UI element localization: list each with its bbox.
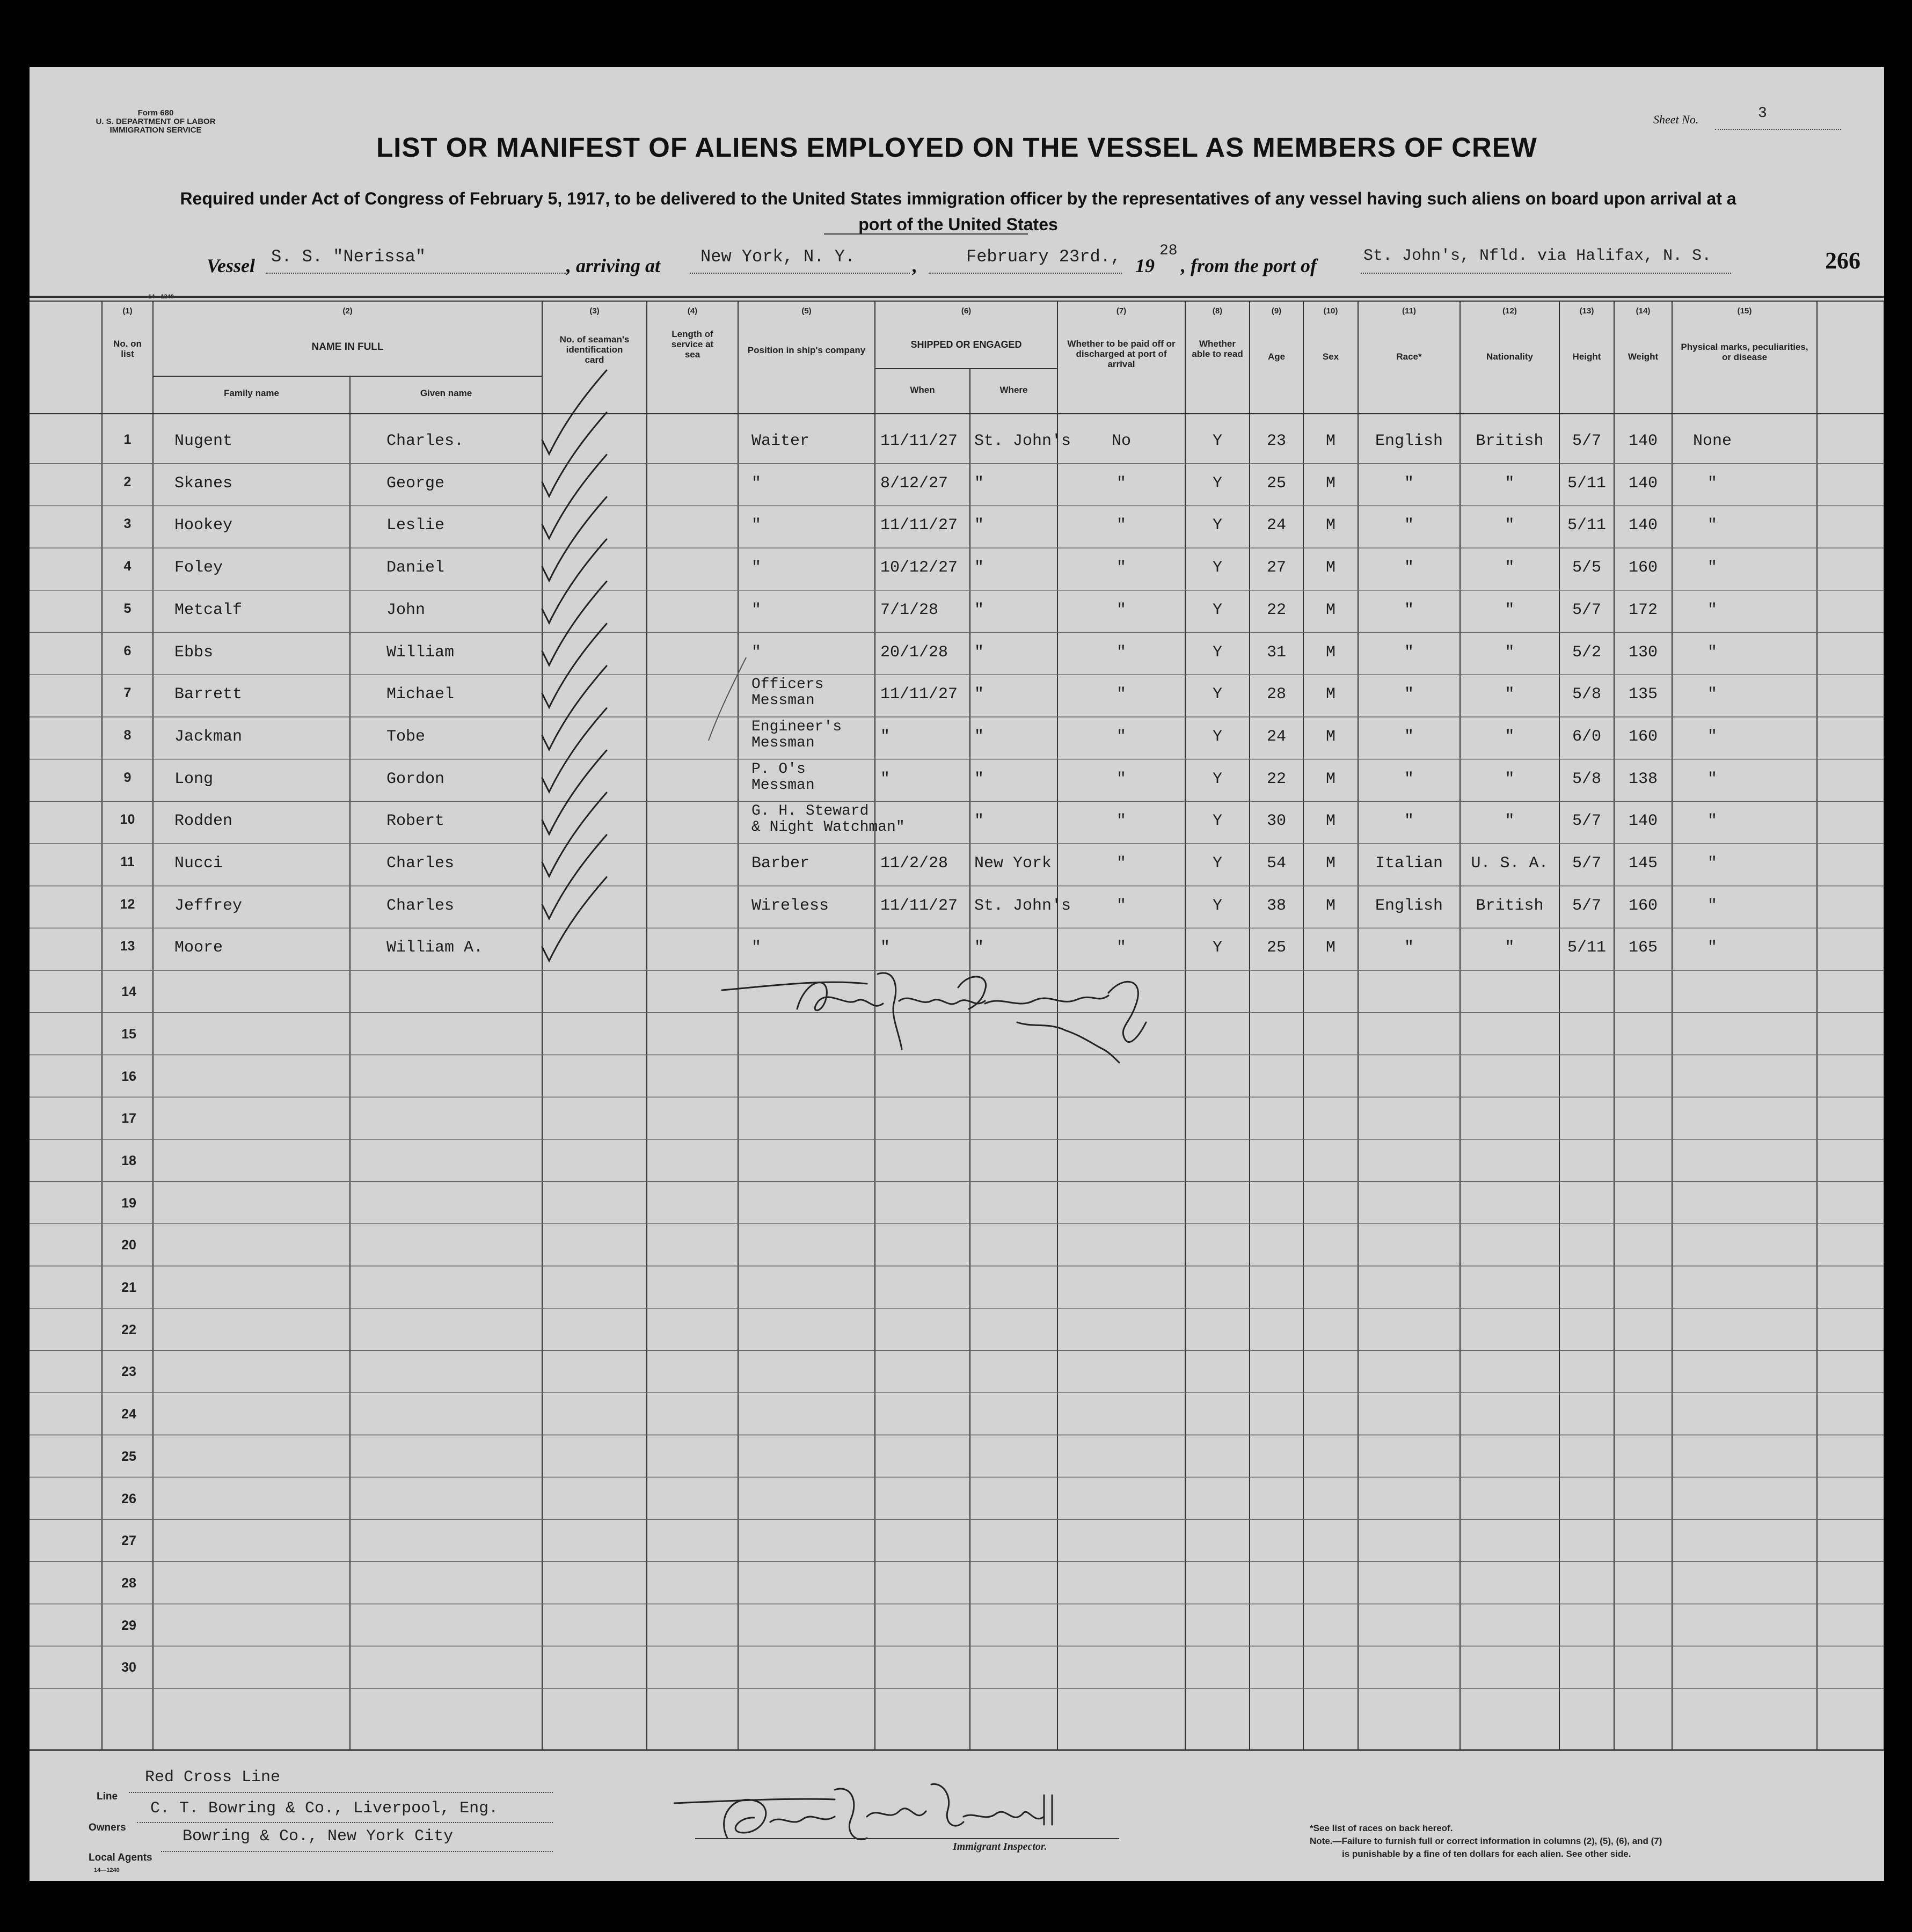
race: "	[1404, 770, 1414, 788]
sheet-label: Sheet No.	[1653, 113, 1699, 126]
physical-marks: "	[1707, 643, 1717, 662]
race: Italian	[1375, 854, 1443, 873]
col-header-where: Where	[999, 385, 1028, 395]
footer-printer-code: 14—1240	[94, 1867, 120, 1874]
given-name: William A.	[386, 939, 484, 957]
family-name: Foley	[174, 559, 223, 577]
height: 5/7	[1572, 812, 1601, 831]
sex: M	[1325, 854, 1336, 873]
shipped-when: 11/2/28	[880, 854, 948, 873]
row-number: 24	[121, 1407, 136, 1422]
col-no-15: (15)	[1737, 306, 1752, 316]
age: 24	[1266, 516, 1286, 535]
weight: 135	[1628, 685, 1658, 704]
row-number: 6	[123, 643, 132, 658]
physical-marks: "	[1707, 516, 1717, 535]
col-header-name-in-full: NAME IN FULL	[311, 341, 384, 353]
family-name: Long	[174, 770, 214, 788]
physical-marks: "	[1707, 854, 1717, 873]
shipped-where: St. John's	[974, 896, 1071, 915]
nationality: U. S. A.	[1471, 854, 1549, 873]
shipped-where: "	[974, 727, 984, 746]
shipped-where: New York	[974, 854, 1052, 873]
given-name: Tobe	[386, 727, 426, 746]
footnote-note: Note.—Failure to furnish full or correct information in columns (2), (5), (6), and (7)	[1310, 1836, 1662, 1846]
weight: 160	[1628, 559, 1658, 577]
sex: M	[1325, 685, 1336, 704]
shipped-when: "	[880, 939, 891, 957]
agents-label: Local Agents	[89, 1852, 152, 1863]
physical-marks: "	[1707, 939, 1717, 957]
able-to-read: Y	[1212, 812, 1222, 831]
row-number: 18	[121, 1153, 136, 1168]
agents-underline	[161, 1851, 553, 1852]
col-no-1: (1)	[122, 306, 133, 316]
col-no-8: (8)	[1212, 306, 1223, 316]
given-name: John	[386, 601, 426, 619]
race: "	[1404, 812, 1414, 831]
family-name: Rodden	[174, 812, 233, 831]
sex: M	[1325, 474, 1336, 493]
able-to-read: Y	[1212, 559, 1222, 577]
line-label: Line	[97, 1791, 118, 1802]
position: Engineer's Messman	[751, 718, 842, 751]
able-to-read: Y	[1212, 939, 1222, 957]
height: 5/8	[1572, 770, 1601, 788]
sex: M	[1325, 643, 1336, 662]
weight: 172	[1628, 601, 1658, 619]
paid-off: "	[1116, 601, 1126, 619]
nationality: "	[1505, 601, 1515, 619]
shipped-where: "	[974, 770, 984, 788]
race: "	[1404, 727, 1414, 746]
paid-off: "	[1116, 643, 1126, 662]
row-number: 3	[123, 516, 132, 532]
paid-off: "	[1116, 474, 1126, 493]
position: "	[751, 601, 762, 619]
shipped-when: 11/11/27	[880, 896, 958, 915]
shipped-where: "	[974, 601, 984, 619]
footnote-races: *See list of races on back hereof.	[1310, 1823, 1453, 1833]
weight: 140	[1628, 516, 1658, 535]
able-to-read: Y	[1212, 896, 1222, 915]
weight: 145	[1628, 854, 1658, 873]
position: "	[751, 559, 762, 577]
physical-marks: "	[1707, 474, 1717, 493]
shipped-when: "	[880, 727, 891, 746]
nationality: "	[1505, 727, 1515, 746]
row-number: 1	[123, 432, 132, 447]
col-header-no-on-list: No. on list	[113, 339, 142, 359]
col-no-14: (14)	[1636, 306, 1651, 316]
height: 5/11	[1567, 516, 1606, 535]
row-number: 9	[123, 770, 132, 785]
able-to-read: Y	[1212, 854, 1222, 873]
age: 25	[1266, 939, 1286, 957]
paid-off: "	[1116, 516, 1126, 535]
row-number: 21	[121, 1280, 136, 1295]
shipped-when: 10/12/27	[880, 559, 958, 577]
sex: M	[1325, 812, 1336, 831]
age: 22	[1266, 770, 1286, 788]
given-name: Michael	[386, 685, 455, 704]
col-no-6: (6)	[961, 306, 972, 316]
year-suffix: 28	[1159, 243, 1178, 259]
family-name: Jackman	[174, 727, 243, 746]
able-to-read: Y	[1212, 474, 1222, 493]
height: 5/11	[1567, 939, 1606, 957]
shipped-where: "	[974, 939, 984, 957]
given-name: Charles.	[386, 432, 464, 450]
from-port: St. John's, Nfld. via Halifax, N. S.	[1363, 247, 1712, 265]
family-name: Metcalf	[174, 601, 243, 619]
col-no-9: (9)	[1271, 306, 1282, 316]
year-prefix: 19	[1135, 255, 1155, 276]
sex: M	[1325, 601, 1336, 619]
nationality: "	[1505, 474, 1515, 493]
row-number: 8	[123, 727, 132, 743]
owners-value: C. T. Bowring & Co., Liverpool, Eng.	[150, 1799, 499, 1818]
position: Officers Messman	[751, 676, 824, 709]
col-no-10: (10)	[1323, 306, 1338, 316]
weight: 130	[1628, 643, 1658, 662]
row-number: 27	[121, 1533, 136, 1549]
agents-value: Bowring & Co., New York City	[183, 1827, 454, 1846]
row-number: 19	[121, 1195, 136, 1211]
shipped-where: "	[974, 812, 984, 831]
shipped-where: "	[974, 516, 984, 535]
shipped-where: "	[974, 559, 984, 577]
sex: M	[1325, 559, 1336, 577]
age: 54	[1266, 854, 1286, 873]
footnote-block	[1310, 1822, 1847, 1861]
col-header-shipped-engaged: SHIPPED OR ENGAGED	[910, 339, 1022, 350]
race: "	[1404, 601, 1414, 619]
given-name: William	[386, 643, 455, 662]
footnote-fine: is punishable by a fine of ten dollars for each alien. See other side.	[1342, 1849, 1631, 1859]
shipped-where: "	[974, 685, 984, 704]
race: "	[1404, 474, 1414, 493]
row-number: 25	[121, 1448, 136, 1464]
age: 24	[1266, 727, 1286, 746]
line-value: Red Cross Line	[145, 1768, 281, 1787]
row-number: 22	[121, 1322, 136, 1337]
nationality: "	[1505, 685, 1515, 704]
nationality: "	[1505, 770, 1515, 788]
able-to-read: Y	[1212, 516, 1222, 535]
row-number: 4	[123, 559, 132, 574]
col-header-height: Height	[1572, 352, 1601, 362]
position: "	[751, 474, 762, 493]
paid-off: "	[1116, 896, 1126, 915]
col-no-7: (7)	[1116, 306, 1127, 316]
race: "	[1404, 559, 1414, 577]
weight: 160	[1628, 896, 1658, 915]
arrival-date: February 23rd.,	[966, 247, 1121, 267]
family-name: Barrett	[174, 685, 243, 704]
family-name: Jeffrey	[174, 896, 243, 915]
department-name: U. S. DEPARTMENT OF LABOR	[96, 117, 216, 126]
col-header-position: Position in ship's company	[747, 345, 866, 355]
paid-off: "	[1116, 854, 1126, 873]
weight: 140	[1628, 474, 1658, 493]
race: "	[1404, 643, 1414, 662]
sex: M	[1325, 727, 1336, 746]
paid-off: "	[1116, 812, 1126, 831]
inspector-label: Immigrant Inspector.	[953, 1841, 1047, 1853]
shipped-where: St. John's	[974, 432, 1071, 450]
nationality: "	[1505, 516, 1515, 535]
able-to-read: Y	[1212, 685, 1222, 704]
subtitle-line-1: Required under Act of Congress of February 5, 1917, to be delivered to the United States immigration officer by the representatives of any vessel having such aliens on board upon arrival at a	[180, 189, 1736, 208]
printer-code: 14—1240	[148, 294, 174, 300]
row-number: 12	[120, 896, 135, 912]
row-number: 20	[121, 1238, 136, 1253]
form-number: Form 680	[137, 108, 174, 118]
from-port-label: , from the port of	[1181, 255, 1317, 276]
height: 5/5	[1572, 559, 1601, 577]
shipped-when: 11/11/27	[880, 685, 958, 704]
shipped-when: 20/1/28	[880, 643, 948, 662]
weight: 140	[1628, 812, 1658, 831]
race: English	[1375, 432, 1443, 450]
physical-marks: "	[1707, 770, 1717, 788]
race: "	[1404, 939, 1414, 957]
age: 38	[1266, 896, 1286, 915]
age: 30	[1266, 812, 1286, 831]
row-number: 7	[123, 685, 132, 701]
col-header-when: When	[910, 385, 935, 395]
physical-marks: "	[1707, 727, 1717, 746]
col-header-id-card: No. of seaman's identification card	[559, 334, 630, 365]
row-number: 11	[120, 854, 135, 869]
given-name: Daniel	[386, 559, 445, 577]
physical-marks: None	[1692, 432, 1732, 450]
col-header-family-name: Family name	[224, 388, 279, 398]
row-number: 26	[121, 1491, 136, 1506]
shipped-when: "	[880, 770, 891, 788]
col-header-age: Age	[1267, 352, 1286, 362]
able-to-read: Y	[1212, 643, 1222, 662]
height: 6/0	[1572, 727, 1601, 746]
given-name: George	[386, 474, 445, 493]
col-no-13: (13)	[1579, 306, 1594, 316]
nationality: British	[1476, 432, 1544, 450]
row-number: 30	[121, 1660, 136, 1675]
family-name: Skanes	[174, 474, 233, 493]
position: Wireless	[751, 896, 829, 915]
comma-sep: ,	[913, 255, 917, 276]
height: 5/7	[1572, 601, 1601, 619]
col-header-race: Race*	[1396, 352, 1422, 362]
row-number: 2	[123, 474, 132, 489]
col-no-3: (3)	[589, 306, 600, 316]
able-to-read: Y	[1212, 601, 1222, 619]
col-no-2: (2)	[342, 306, 353, 316]
sex: M	[1325, 516, 1336, 535]
sex: M	[1325, 432, 1336, 450]
position: G. H. Steward & Night Watchman"	[751, 803, 905, 836]
physical-marks: "	[1707, 601, 1717, 619]
position: "	[751, 939, 762, 957]
shipped-where: "	[974, 474, 984, 493]
nationality: "	[1505, 812, 1515, 831]
shipped-when: 8/12/27	[880, 474, 948, 493]
family-name: Ebbs	[174, 643, 214, 662]
arriving-label: , arriving at	[566, 255, 661, 276]
weight: 140	[1628, 432, 1658, 450]
col-header-nationality: Nationality	[1486, 352, 1533, 362]
height: 5/7	[1572, 896, 1601, 915]
owners-underline	[137, 1822, 553, 1823]
position: Barber	[751, 854, 810, 873]
nationality: British	[1476, 896, 1544, 915]
col-header-sex: Sex	[1322, 352, 1339, 362]
age: 25	[1266, 474, 1286, 493]
paid-off: "	[1116, 770, 1126, 788]
row-number: 10	[120, 812, 135, 828]
position: "	[751, 643, 762, 662]
col-header-length-service: Length of service at sea	[671, 329, 714, 360]
position: "	[751, 516, 762, 535]
able-to-read: Y	[1212, 770, 1222, 788]
given-name: Charles	[386, 854, 455, 873]
service-name: IMMIGRATION SERVICE	[110, 126, 202, 135]
height: 5/2	[1572, 643, 1601, 662]
col-header-weight: Weight	[1628, 352, 1659, 362]
row-number: 14	[121, 984, 136, 1000]
sex: M	[1325, 770, 1336, 788]
shipped-where: "	[974, 643, 984, 662]
age: 28	[1266, 685, 1286, 704]
shipped-when: 11/11/27	[880, 432, 958, 450]
col-header-given-name: Given name	[420, 388, 472, 398]
shipped-when: 7/1/28	[880, 601, 939, 619]
race: "	[1404, 685, 1414, 704]
paid-off: "	[1116, 559, 1126, 577]
col-no-5: (5)	[801, 306, 812, 316]
inspector-underline	[695, 1838, 1119, 1839]
row-number: 17	[121, 1111, 136, 1126]
row-number: 28	[121, 1575, 136, 1591]
col-no-4: (4)	[687, 306, 698, 316]
height: 5/7	[1572, 432, 1601, 450]
nationality: "	[1505, 559, 1515, 577]
position: Waiter	[751, 432, 810, 450]
nationality: "	[1505, 939, 1515, 957]
shipped-when: 11/11/27	[880, 516, 958, 535]
given-name: Charles	[386, 896, 455, 915]
given-name: Gordon	[386, 770, 445, 788]
sex: M	[1325, 939, 1336, 957]
signature	[717, 963, 1200, 1071]
col-header-able-read: Whether able to read	[1192, 339, 1243, 359]
row-number: 23	[121, 1364, 136, 1380]
footer-agents	[89, 1768, 572, 1874]
vessel-label: Vessel	[207, 255, 255, 276]
row-number: 29	[121, 1618, 136, 1633]
physical-marks: "	[1707, 896, 1717, 915]
physical-marks: "	[1707, 559, 1717, 577]
weight: 165	[1628, 939, 1658, 957]
physical-marks: "	[1707, 685, 1717, 704]
given-name: Robert	[386, 812, 445, 831]
arriving-port: New York, N. Y.	[700, 247, 856, 267]
sex: M	[1325, 896, 1336, 915]
able-to-read: Y	[1212, 727, 1222, 746]
family-name: Nucci	[174, 854, 223, 873]
weight: 160	[1628, 727, 1658, 746]
row-number: 16	[121, 1069, 136, 1084]
nationality: "	[1505, 643, 1515, 662]
col-no-12: (12)	[1502, 306, 1517, 316]
owners-label: Owners	[89, 1822, 126, 1833]
weight: 138	[1628, 770, 1658, 788]
age: 23	[1266, 432, 1286, 450]
family-name: Hookey	[174, 516, 233, 535]
col-header-physical-marks: Physical marks, peculiarities, or disease	[1681, 342, 1808, 362]
row-number: 13	[120, 939, 135, 954]
age: 27	[1266, 559, 1286, 577]
height: 5/7	[1572, 854, 1601, 873]
paid-off: "	[1116, 939, 1126, 957]
paid-off: "	[1116, 727, 1126, 746]
page-title: LIST OR MANIFEST OF ALIENS EMPLOYED ON THE VESSEL AS MEMBERS OF CREW	[376, 132, 1537, 163]
page-number: 266	[1825, 247, 1860, 274]
physical-marks: "	[1707, 812, 1717, 831]
line-underline	[129, 1792, 553, 1793]
height: 5/11	[1567, 474, 1606, 493]
subtitle-line-2: port of the United States	[858, 215, 1058, 234]
family-name: Moore	[174, 939, 223, 957]
col-no-11: (11)	[1402, 306, 1416, 316]
position: P. O's Messman	[751, 760, 815, 794]
given-name: Leslie	[386, 516, 445, 535]
paid-off: No	[1111, 432, 1131, 450]
manifest-table	[30, 67, 1884, 1881]
height: 5/8	[1572, 685, 1601, 704]
family-name: Nugent	[174, 432, 233, 450]
row-number: 15	[121, 1026, 136, 1042]
vessel-name: S. S. "Nerissa"	[271, 247, 426, 267]
manifest-sheet	[30, 67, 1884, 1881]
age: 22	[1266, 601, 1286, 619]
sheet-number: 3	[1758, 105, 1767, 122]
race: "	[1404, 516, 1414, 535]
race: English	[1375, 896, 1443, 915]
col-header-paid-off: Whether to be paid off or discharged at port of arrival	[1067, 339, 1176, 369]
age: 31	[1266, 643, 1286, 662]
paid-off: "	[1116, 685, 1126, 704]
row-number: 5	[123, 601, 132, 616]
able-to-read: Y	[1212, 432, 1222, 450]
